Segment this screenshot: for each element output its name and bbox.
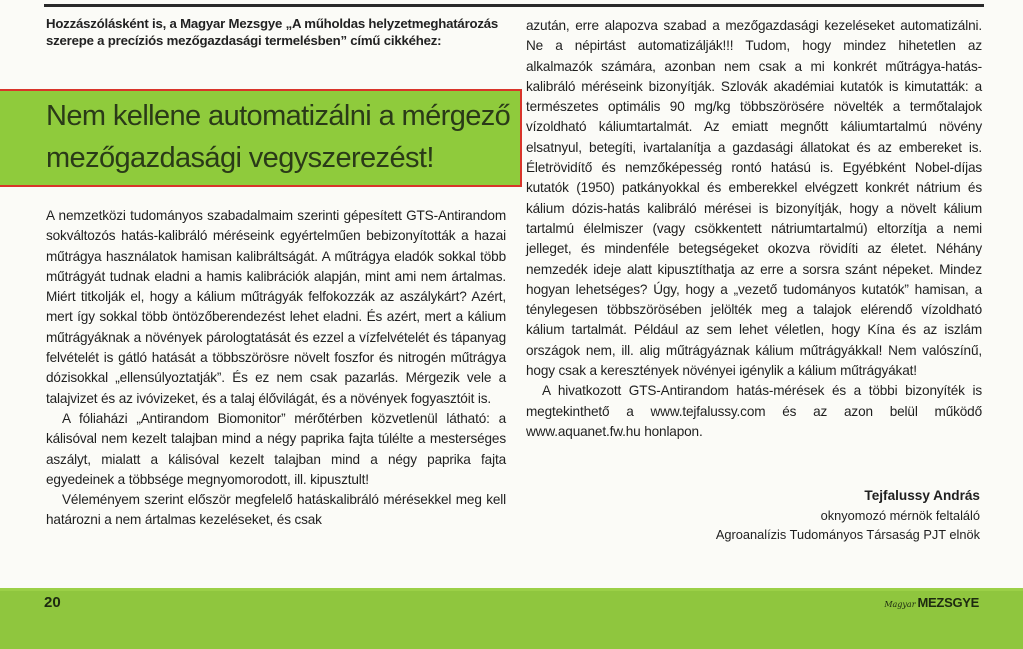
- headline-line-2: mezőgazdasági vegyszerezést!: [46, 142, 434, 174]
- author-name: Tejfalussy András: [864, 488, 980, 503]
- magazine-logo: [884, 595, 979, 610]
- article-headline: [46, 95, 516, 179]
- author-signature: [716, 486, 980, 544]
- author-affiliation: Agroanalízis Tudományos Társaság PJT elnök: [715, 527, 980, 542]
- right-column: [526, 16, 982, 442]
- paragraph: A nemzetközi tudományos szabadalmaim szerinti gépesített GTS-Antirandom sokváltozós hatás-kalibráló méréseink egyértelműen bebizonyították a hazai műtrágya használatok hamisan kalibráltságát. A műtrágya eladók sokkal több műtrágyát tudnak eladni a hamis kalibrációk alapján, mint ami nem ártalmas. Miért titkolják el, hogy a kálium műtrágyák felfokozzák az aszálykárt? Azért, mert így sokkal több öntözőberendezést lehet eladni. És azért, mert a kálium műtrágyáknak a növények párologtatását és ezzel a vízfelvételét és tápanyag felvételét is gátló hatását a többszörösre növelt foszfor és nitrogén műtrágya dózisokkal „ellensúlyoztatják”. És ez nem csak pazarlás. Mérgezik vele a talajvizet és az ivóvizeket, és a talaj élővilágát, és a növények fogyasztóit is.: [46, 208, 506, 406]
- logo-script: Magyar: [884, 600, 916, 609]
- paragraph: A fóliaházi „Antirandom Biomonitor” mérőtérben közvetlenül látható: a kálisóval nem kezelt talajban mind a négy paprika fajta túlélte a mesterséges aszályt, mialatt a kálisóval kezelt talajban mind a négy paprika fajta egyedeinek a többsége megnyomorodott, ill. kipusztult!: [46, 410, 506, 487]
- paragraph: azután, erre alapozva szabad a mezőgazdasági kezeléseket automatizálni. Ne a népirtást automatizálják!!! Tudom, hogy mindez hihetetlen az alkalmazók számára, azonban nem csak a mi konkrét műtrágya-hatás-kalibráló méréseink bizonyítják. Szlovák akadémiai kutatók is kimutatták: a természetes optimális 90 mg/kg többszörösére növelték a termőtalajok vízoldható káliumtartalmát. Az emiatt megnőtt káliumtartalmú növény elsatnyul, betegíti, ivartalanítja a gazdasági állatokat és az embereket is. Életrövidítő és nemzőképesség rontó hatású is. Egyébként Nobel-díjas kutatók (1950) patkányokkal és emberekkel elvégzett konkrét nátrium és kálium dózis-hatás kalibráló mérései is bizonyítják, hogy a növelt kálium tartalmú élelmiszer (vagy csökkentett nátriumtartalmú) eltorzítja a nemi jelleget, és mindenféle betegségeket okozva rövidíti az életet. Néhány nemzedék ideje alatt kipusztíthatja az erre a sorsra szánt népeket. Mindez hogyan lehetséges? Úgy, hogy a „vezető tudományos kutatók” hamisan, a ténylegesen többszörösében jelölték meg a talajok elérendő vízoldható kálium tartalmát. Például az sem lehet véletlen, hogy Kína és az iszlám országok nem, ill. alig műtrágyáznak kálium műtrágyákkal! Nem valószínű, hogy csak a keresztények növényei igénylik a kálium műtrágyákat!: [526, 18, 982, 379]
- left-column: [46, 206, 506, 531]
- article-kicker: Hozzászólásként is, a Magyar Mezsgye „A műholdas helyzetmeghatározás szerepe a precíziós mezőgazdasági termelésben” című cikkéhez:: [46, 16, 499, 48]
- paragraph: A hivatkozott GTS-Antirandom hatás-mérések és a többi bizonyíték is megtekinthető a www.tejfalussy.com és az azon belül működő www.aquanet.fw.hu honlapon.: [526, 383, 982, 439]
- headline-line-1: Nem kellene automatizálni a mérgező: [46, 100, 511, 132]
- top-rule: [44, 4, 984, 7]
- logo-word: MEZSGYE: [917, 595, 979, 610]
- footer-rule: [0, 588, 1023, 591]
- headline-banner: [0, 89, 522, 187]
- paragraph: Véleményem szerint először megfelelő hatáskalibráló mérésekkel meg kell határozni a nem ártalmas kezeléseket, és csak: [46, 492, 506, 528]
- page-number: 20: [44, 594, 61, 611]
- author-title: oknyomozó mérnök feltaláló: [820, 508, 980, 523]
- page-footer: [0, 588, 1023, 649]
